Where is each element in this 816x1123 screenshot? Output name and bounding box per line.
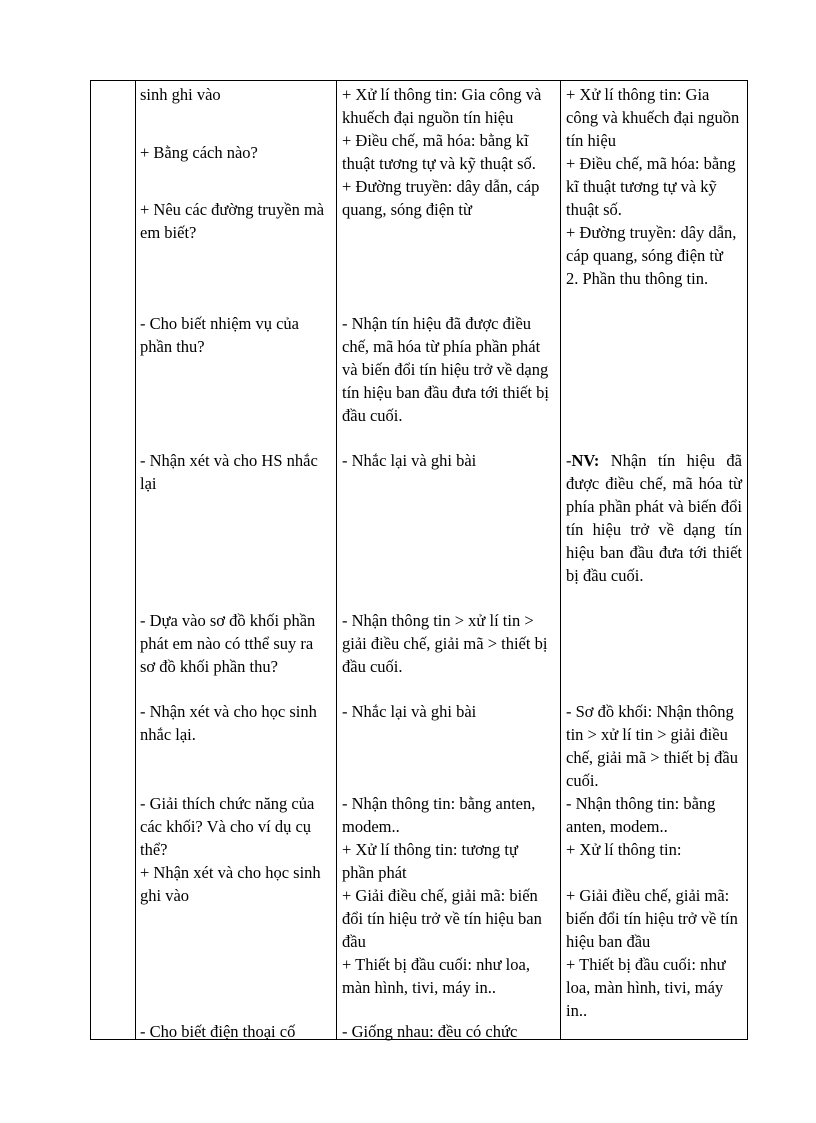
student-block-5 <box>342 700 552 723</box>
student-block-3 <box>342 449 552 472</box>
content-text: - Sơ đồ khối: Nhận thông tin > xử lí tin > giải điều chế, giải mã > thiết bị đầu cuối. <box>566 702 738 790</box>
teacher-text: - Nhận xét và cho học sinh nhắc lại. <box>140 702 317 744</box>
student-text: - Nhắc lại và ghi bài <box>342 451 477 470</box>
content-text: + Điều chế, mã hóa: bằng kĩ thuật tương tự và kỹ thuật số. <box>566 154 736 219</box>
teacher-text: - Nhận xét và cho HS nhắc lại <box>140 451 318 493</box>
teacher-block-3 <box>140 449 330 495</box>
content-text: + Đường truyền: dây dẫn, cáp quang, sóng điện từ <box>566 223 737 265</box>
teacher-block-5 <box>140 700 330 746</box>
student-block-6 <box>342 792 552 999</box>
teacher-block-6 <box>140 792 330 907</box>
teacher-text: - Cho biết nhiệm vụ của phần thu? <box>140 314 300 356</box>
content-text: + Giải điều chế, giải mã: biến đổi tín hiệu trở về tín hiệu ban đầu <box>566 886 738 951</box>
student-text: - Nhắc lại và ghi bài <box>342 702 477 721</box>
content-text: + Xử lí thông tin: <box>566 840 682 859</box>
teacher-text: + Nhận xét và cho học sinh ghi vào <box>140 863 321 905</box>
teacher-block-7 <box>140 1020 330 1043</box>
task-text: Nhận tín hiệu đã được điều chế, mã hóa từ phía phần phát và biến đổi tín hiệu trở về dạng tín hiệu ban đầu đưa tới thiết bị đầu cuối. <box>566 451 742 585</box>
column-divider-1 <box>135 81 136 1039</box>
student-text: - Giống nhau: đều có chức <box>342 1022 518 1041</box>
student-text: + Xử lí thông tin: Gia công và khuếch đại nguồn tín hiệu <box>342 85 542 127</box>
teacher-text: sinh ghi vào <box>140 85 221 104</box>
student-block-7 <box>342 1020 552 1043</box>
teacher-text: - Dựa vào sơ đồ khối phần phát em nào có tthể suy ra sơ đồ khối phần thu? <box>140 611 316 676</box>
student-text: - Nhận thông tin: bằng anten, modem.. <box>342 794 536 836</box>
student-block-4 <box>342 609 552 678</box>
teacher-block-1 <box>140 83 330 244</box>
student-text: + Xử lí thông tin: tương tự phần phát <box>342 840 518 882</box>
content-text: + Xử lí thông tin: Gia công và khuếch đại nguồn tín hiệu <box>566 85 740 150</box>
student-text: + Thiết bị đầu cuối: như loa, màn hình, tivi, máy in.. <box>342 955 530 997</box>
teacher-text: - Cho biết điện thoại cố <box>140 1022 296 1041</box>
teacher-block-2 <box>140 312 330 358</box>
student-block-1 <box>342 83 552 221</box>
column-divider-3 <box>560 81 561 1039</box>
student-text: + Điều chế, mã hóa: bằng kĩ thuật tương tự và kỹ thuật số. <box>342 131 536 173</box>
teacher-text: + Nêu các đường truyền mà em biết? <box>140 200 325 242</box>
task-label: NV: <box>571 451 600 470</box>
content-block-5 <box>566 700 742 792</box>
content-text: + Thiết bị đầu cuối: như loa, màn hình, tivi, máy in.. <box>566 955 726 1020</box>
teacher-text: + Bằng cách nào? <box>140 143 258 162</box>
student-text: - Nhận tín hiệu đã được điều chế, mã hóa từ phía phần phát và biến đổi tín hiệu trở về dạng tín hiệu ban đầu đưa tới thiết bị đầu cuối. <box>342 314 549 425</box>
content-block-1 <box>566 83 742 290</box>
content-block-6 <box>566 792 742 1022</box>
content-block-3 <box>566 449 742 587</box>
section-heading: 2. Phần thu thông tin. <box>566 269 709 288</box>
column-divider-2 <box>336 81 337 1039</box>
student-text: - Nhận thông tin > xử lí tin > giải điều chế, giải mã > thiết bị đầu cuối. <box>342 611 548 676</box>
content-text: - Nhận thông tin: bằng anten, modem.. <box>566 794 716 836</box>
teacher-text: - Giải thích chức năng của các khối? Và cho ví dụ cụ thể? <box>140 794 315 859</box>
student-text: + Giải điều chế, giải mã: biến đổi tín hiệu trở về tín hiệu ban đầu <box>342 886 542 951</box>
student-text: + Đường truyền: dây dẫn, cáp quang, sóng điện từ <box>342 177 540 219</box>
teacher-block-4 <box>140 609 330 678</box>
student-block-2 <box>342 312 552 427</box>
dash-text: - <box>566 451 572 470</box>
content-text <box>566 449 742 587</box>
